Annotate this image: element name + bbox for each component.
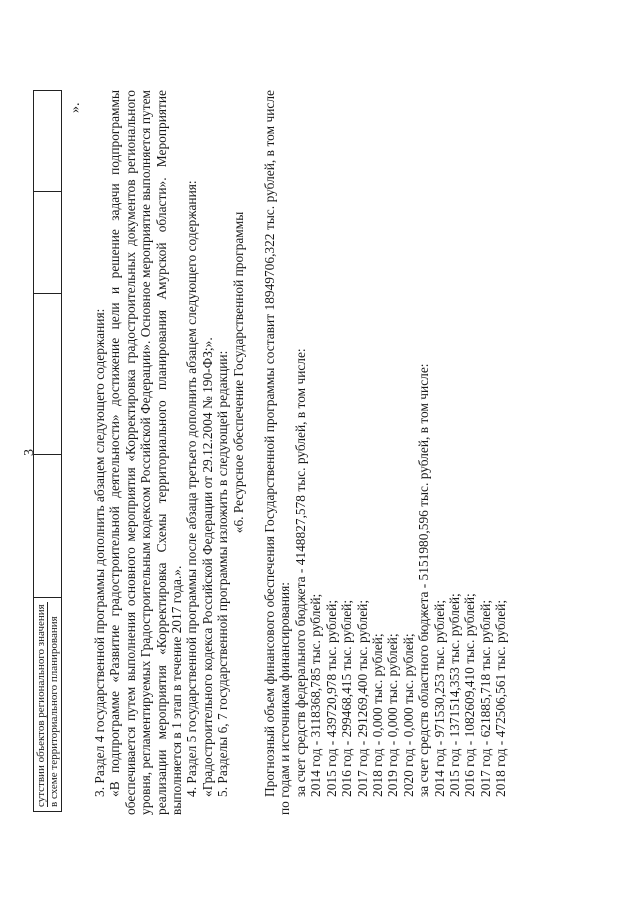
list-item: 2017 год - 621885,718 тыс. рублей; <box>477 599 493 797</box>
paragraph-total-funding: Прогнозный объем финансового обеспечения Государственной программы составит 18949706,322 тыс. рублей, в том числе по годам и источникам финансирования: <box>262 90 293 815</box>
list-item: 2018 год - 0,000 тыс. рублей; <box>369 633 385 797</box>
section-6-heading: «6. Ресурсное обеспечение Государственной программы <box>230 211 246 534</box>
regional-funding-list <box>416 90 508 815</box>
list-item: 2016 год - 1082609,410 тыс. рублей; <box>462 593 478 797</box>
list-item: 2018 год - 472506,561 тыс. рублей; <box>493 599 509 797</box>
table-cell-empty <box>34 91 62 192</box>
list-item: 2015 год - 1371514,353 тыс. рублей; <box>446 593 462 797</box>
document-body <box>92 90 509 815</box>
list-item: 2016 год - 299468,415 тыс. рублей; <box>339 599 355 797</box>
page-number: 3 <box>22 449 37 456</box>
regional-funding-intro: за счет средств областного бюджета - 5151980,596 тыс. рублей, в том числе: <box>416 363 432 797</box>
list-item: 2017 год - 291269,400 тыс. рублей; <box>354 599 370 797</box>
table-cell-label <box>34 597 62 811</box>
indicator-table-fragment <box>33 90 62 812</box>
paragraph-sections-6-7-intro: 5. Разделы 6, 7 государственной программы изложить в следующей редакции: <box>215 350 231 797</box>
list-item: 2015 год - 439720,978 тыс. рублей; <box>323 599 339 797</box>
list-item: 2020 год - 0,000 тыс. рублей; <box>400 633 416 797</box>
table-cell-empty <box>34 293 62 454</box>
paragraph-section-4-intro: 3. Раздел 4 государственной программы дополнить абзацем следующего содержания: <box>92 308 107 797</box>
list-item: 2019 год - 0,000 тыс. рублей; <box>385 633 401 797</box>
paragraph-section-5-intro: 4. Раздел 5 государственной программы после абзаца третьего дополнить абзацем следующего содержания: <box>184 180 200 797</box>
federal-funding-list <box>293 90 416 815</box>
table-label-line-2: в схеме территориального планирования <box>48 616 60 807</box>
table-cell-empty <box>34 455 62 598</box>
closing-quote: ». <box>68 102 83 113</box>
paragraph-subprogram-text: «В подпрограмме «Развитие градостроительной деятельности» достижение цели и решение задачи подпрограммы обеспечивается путем выполнения основного мероприятия «Корректировка градостроительных документов регионального уровня, регламентируемых Градостроительным кодексом Российской Федерации». Основное мероприятие выполняется путем реализации мероприятия «Корректировка Схемы территориального планирования Амурской области». Мероприятие выполняется в 1 этап в течение 2017 года.». <box>107 90 185 815</box>
table-label-line-1: сутствии объектов регионального значения <box>35 602 48 807</box>
list-item: 2014 год - 971530,253 тыс. рублей; <box>431 599 447 797</box>
table-cell-empty <box>34 192 62 293</box>
list-item: 2014 год - 3118368,785 тыс. рублей; <box>308 593 324 797</box>
federal-funding-intro: за счет средств федерального бюджета - 4148827,578 тыс. рублей, в том числе: <box>292 348 308 797</box>
paragraph-codex-reference: «Градостроительного кодекса Российской Федерации от 29.12.2004 № 190-ФЗ;». <box>199 337 215 797</box>
